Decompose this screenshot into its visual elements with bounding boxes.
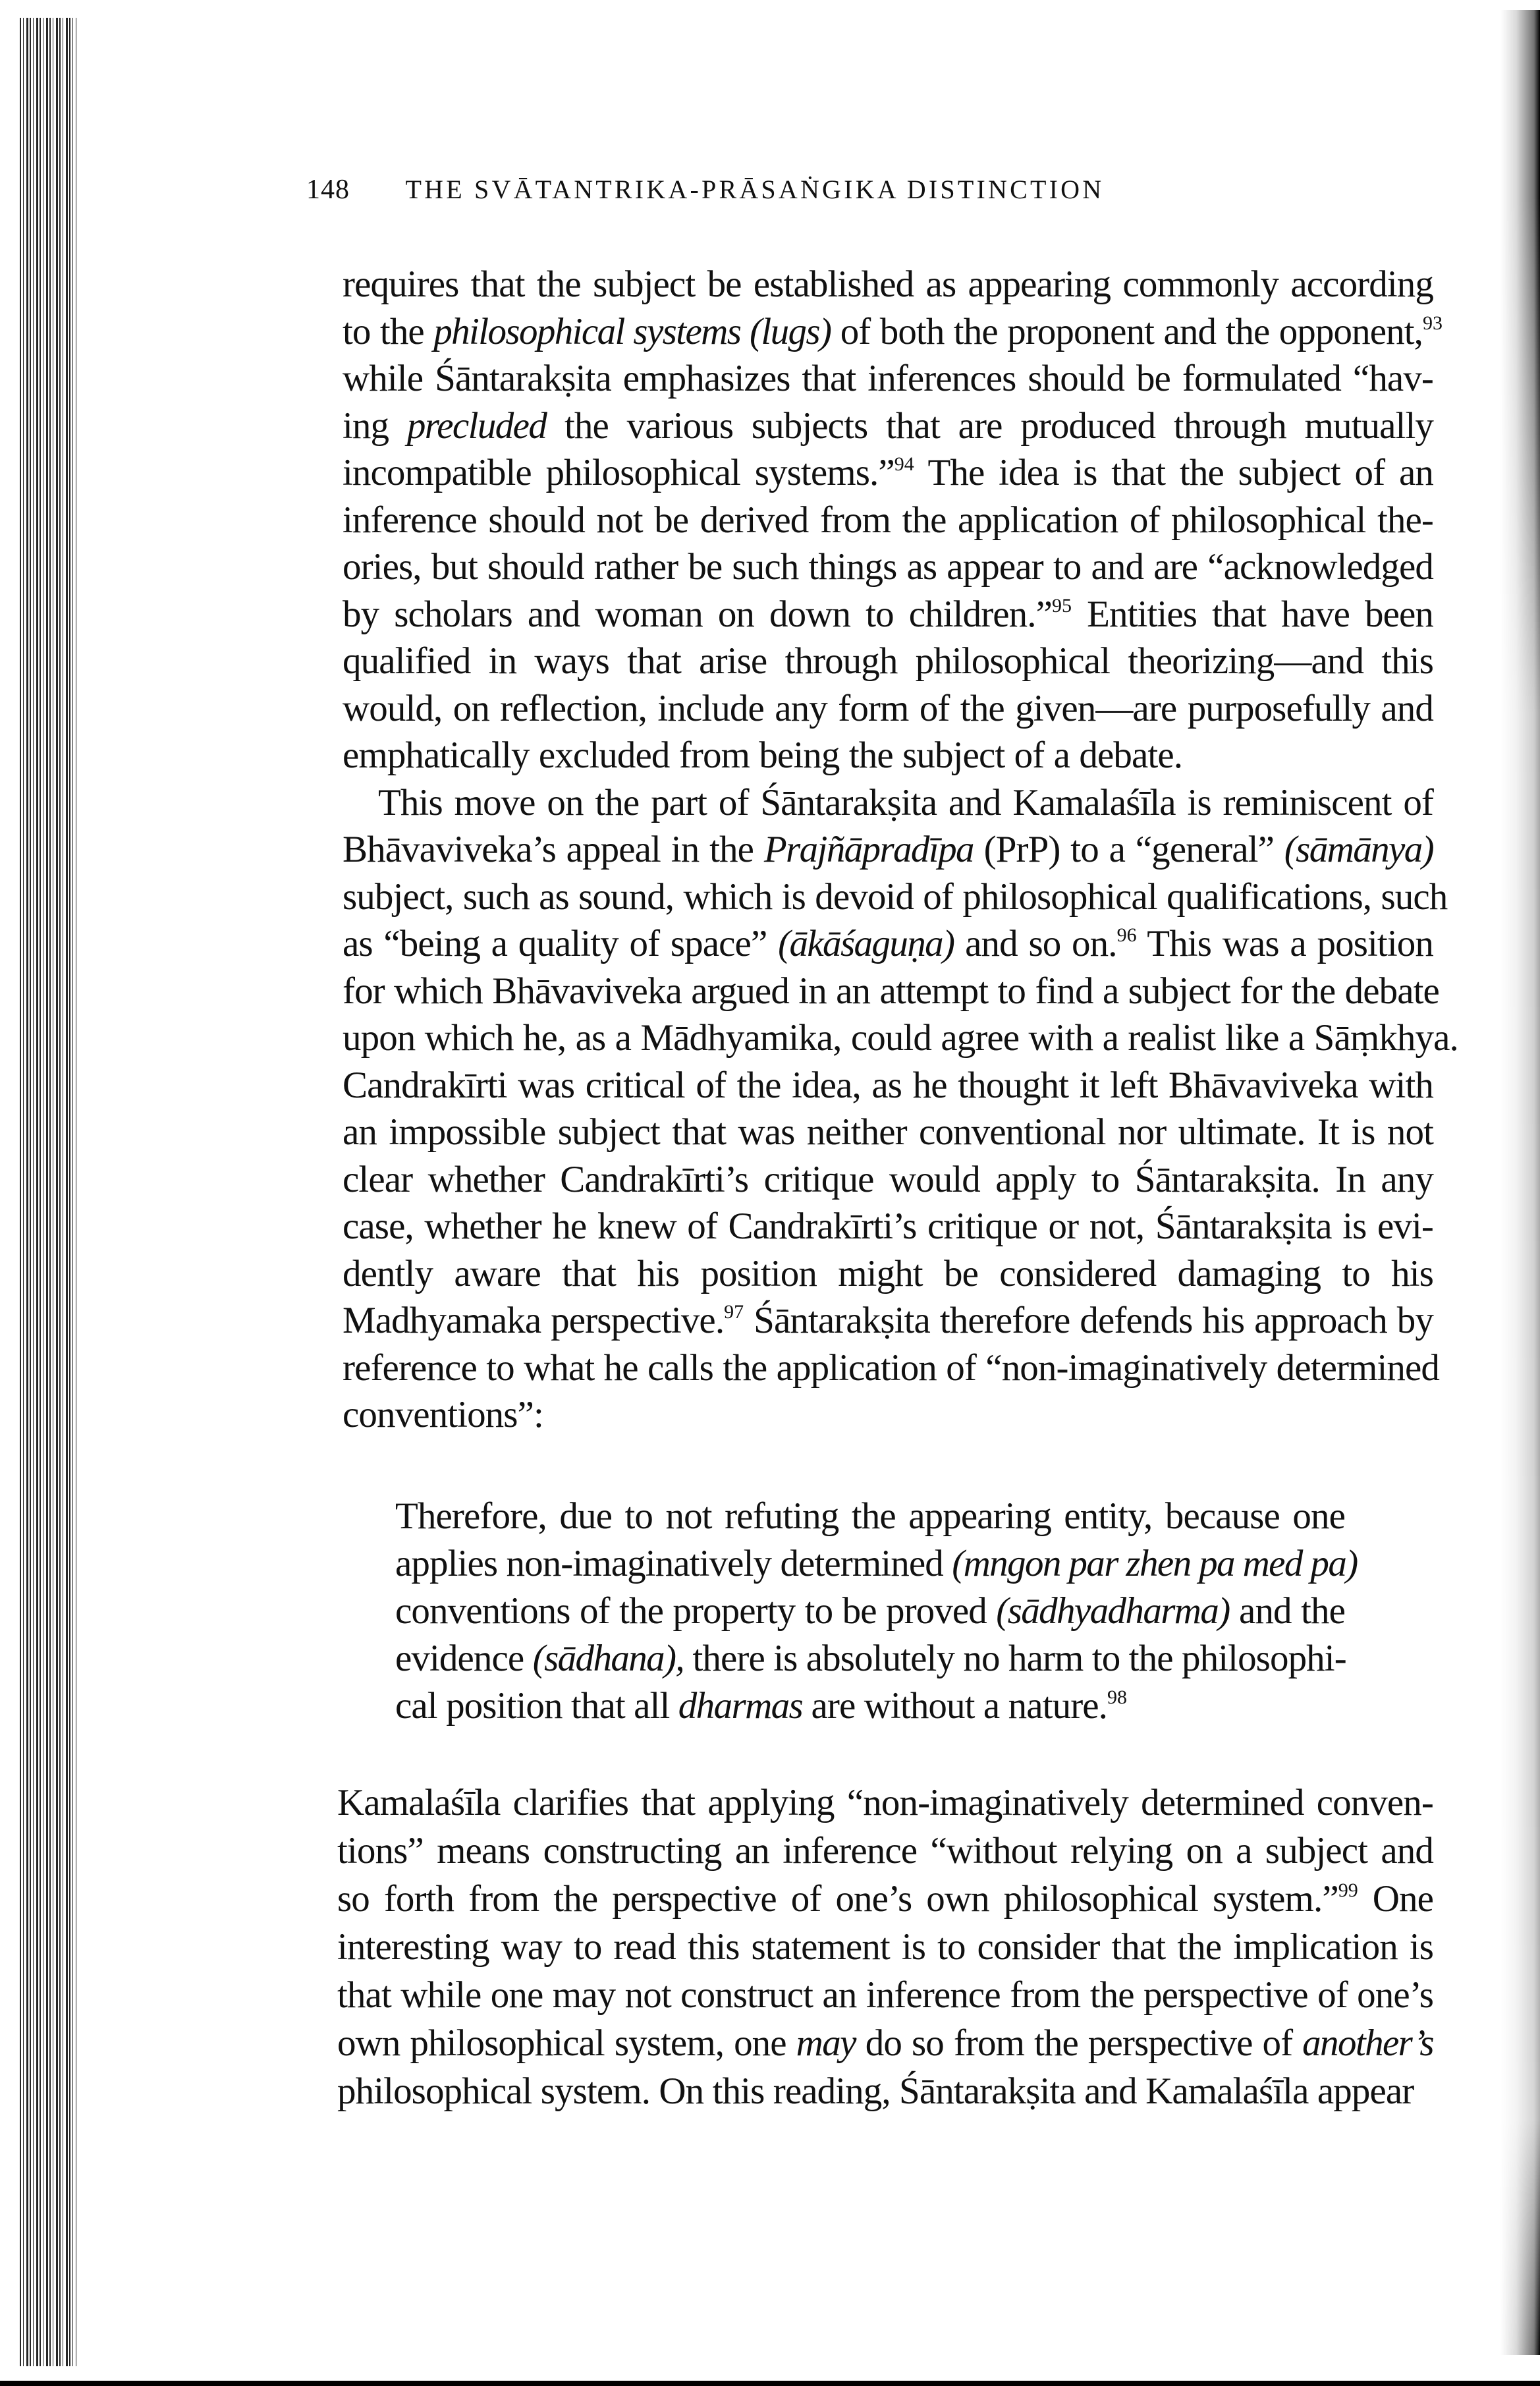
scan-bottom-edge (0, 2381, 1540, 2386)
text-line (343, 449, 1433, 497)
text-run: interesting way to read this statement is to consider that the implication is (337, 1926, 1433, 1968)
paragraph (337, 1779, 1433, 2115)
italic-term: precluded (406, 404, 547, 447)
text-line (343, 591, 1433, 638)
paragraph (343, 779, 1458, 1439)
footnote-ref: 94 (894, 453, 914, 475)
italic-term: (sādhyadharma) (996, 1590, 1230, 1632)
text-line (343, 1391, 1433, 1439)
text-line (395, 1682, 1345, 1730)
text-line (343, 968, 1439, 1015)
running-head (306, 170, 1426, 209)
text-run: an impossible subject that was neither conventional nor ultimate. It is not (343, 1111, 1433, 1153)
text-line (343, 874, 1448, 921)
text-line (343, 1345, 1440, 1392)
text-run: while Śāntarakṣita emphasizes that inferences should be formulated “hav- (343, 358, 1433, 399)
italic-term: (sāmānya) (1284, 829, 1434, 870)
italic-term: may (796, 2022, 856, 2064)
italic-term: (ākāśaguṇa) (778, 923, 954, 964)
scan-edge-shadow (1500, 10, 1540, 2355)
text-line (343, 779, 1433, 827)
text-line (337, 2019, 1433, 2067)
body-text-lower (337, 1779, 1433, 2115)
footnote-ref: 98 (1107, 1686, 1128, 1708)
text-line (343, 1109, 1433, 1156)
text-run: evidence (395, 1638, 533, 1679)
text-line (343, 732, 1433, 779)
text-run: Bhāvaviveka’s appeal in the (343, 829, 764, 870)
text-run: for which Bhāvaviveka argued in an attempt to find a subject for the debate (343, 970, 1439, 1012)
italic-term: dharmas (678, 1685, 803, 1727)
text-run: ing (343, 404, 407, 447)
text-run: case, whether he knew of Candrakīrti’s critique or not, Śāntarakṣita is evi- (343, 1206, 1433, 1247)
text-run: emphatically excluded from being the subject of a debate. (343, 735, 1183, 776)
text-run: are without a nature. (802, 1685, 1108, 1727)
footnote-ref: 95 (1052, 594, 1072, 617)
text-run: requires that the subject be established as appearing commonly according (343, 264, 1433, 305)
text-line (343, 543, 1433, 591)
italic-term: Prajñāpradīpa (763, 829, 974, 870)
text-line (343, 638, 1433, 685)
text-run: The idea is that the subject of an (914, 452, 1434, 493)
text-line (337, 1923, 1433, 1971)
text-run: cal position that all (395, 1685, 678, 1727)
footnote-ref: 96 (1116, 924, 1137, 946)
text-line (343, 1250, 1433, 1298)
footnote-ref: 97 (724, 1301, 744, 1323)
text-run: to the (343, 310, 434, 352)
text-line (395, 1588, 1345, 1635)
text-line (337, 1875, 1433, 1923)
text-line (337, 1827, 1433, 1875)
running-title: THE SVĀTANTRIKA-PRĀSAṄGIKA DISTINCTION (405, 175, 1105, 204)
text-run: do so from the perspective of (855, 2022, 1303, 2064)
text-line (343, 1156, 1433, 1204)
italic-term: (mngon par zhen pa med pa) (952, 1543, 1358, 1584)
text-run: applies non-imaginatively determined (395, 1543, 952, 1584)
text-line (395, 1493, 1345, 1540)
text-run: as “being a quality of space” (343, 923, 779, 964)
text-run: conventions of the property to be proved (395, 1590, 997, 1632)
text-line (343, 355, 1433, 402)
text-run: This move on the part of Śāntarakṣita and Kamalaśīla is reminiscent of (378, 781, 1433, 823)
italic-term: another’s (1302, 2022, 1433, 2064)
text-run: philosophical system. On this reading, Śāntarakṣita and Kamalaśīla appear (337, 2070, 1414, 2112)
text-line (337, 1971, 1433, 2019)
quote-paragraph (395, 1493, 1358, 1730)
text-run: own philosophical system, one (337, 2022, 796, 2064)
text-run: Kamalaśīla clarifies that applying “non-imaginatively determined conven- (337, 1782, 1433, 1823)
text-line (337, 2067, 1433, 2115)
italic-term: philosophical systems (lugs) (433, 310, 831, 352)
text-run: there is absolutely no harm to the philosophi- (684, 1638, 1346, 1679)
text-line (395, 1635, 1345, 1682)
block-quote (395, 1493, 1358, 1730)
text-run: upon which he, as a Mādhyamika, could agree with a realist like a Sāṃkhya. (343, 1017, 1458, 1059)
scan-binding-artifact (20, 18, 76, 2366)
page-number: 148 (306, 175, 350, 205)
text-line (343, 920, 1433, 968)
body-text-upper (343, 261, 1458, 1439)
text-line (343, 261, 1433, 308)
text-line (343, 826, 1433, 874)
text-run: ories, but should rather be such things as appear to and are “acknowledged (343, 546, 1433, 588)
text-run: Candrakīrti was critical of the idea, as he thought it left Bhāvaviveka with (343, 1064, 1433, 1106)
text-line (343, 1062, 1433, 1109)
text-run: subject, such as sound, which is devoid of philosophical qualifications, such (343, 875, 1448, 918)
text-run: and so on. (954, 923, 1117, 964)
paragraph (343, 261, 1443, 779)
text-line (343, 1014, 1458, 1062)
text-run: clear whether Candrakīrti’s critique would apply to Śāntarakṣita. In any (343, 1158, 1433, 1200)
text-line (343, 1203, 1433, 1250)
text-run: incompatible philosophical systems.” (343, 452, 894, 493)
text-run: Therefore, due to not refuting the appearing entity, because one (395, 1495, 1345, 1537)
text-run: dently aware that his position might be considered damaging to his (343, 1252, 1433, 1294)
text-line (337, 1779, 1433, 1827)
text-run: reference to what he calls the application of “non-imaginatively determined (343, 1346, 1440, 1389)
text-run: inference should not be derived from the application of philosophical the- (343, 499, 1433, 541)
text-run: by scholars and woman on down to children.” (343, 593, 1053, 635)
text-line (395, 1540, 1358, 1588)
text-line (343, 1297, 1433, 1345)
text-run: Śāntarakṣita therefore defends his approach by (744, 1300, 1433, 1341)
text-run: that while one may not construct an inference from the perspective of one’s (337, 1974, 1433, 2016)
footnote-ref: 93 (1423, 312, 1443, 334)
text-run: and the (1229, 1590, 1345, 1632)
text-run: conventions”: (343, 1394, 543, 1435)
text-run: Madhyamaka perspective. (343, 1300, 725, 1341)
text-run: Entities that have been (1072, 593, 1434, 635)
text-run: (PrP) to a “general” (973, 829, 1284, 870)
italic-term: (sādhana), (532, 1638, 684, 1679)
text-run: would, on reflection, include any form of the given—are purposefully and (343, 687, 1433, 729)
text-run: the various subjects that are produced through mutually (546, 404, 1433, 447)
text-line (343, 497, 1433, 544)
text-line (343, 308, 1443, 356)
text-line (343, 685, 1433, 733)
text-run: This was a position (1136, 923, 1433, 964)
text-run: of both the proponent and the opponent, (831, 310, 1423, 352)
footnote-ref: 99 (1338, 1879, 1358, 1901)
text-run: One (1358, 1878, 1433, 1920)
text-run: so forth from the perspective of one’s own philosophical system.” (337, 1878, 1338, 1920)
text-run: qualified in ways that arise through philosophical theorizing—and this (343, 640, 1433, 682)
text-run: tions” means constructing an inference “without relying on a subject and (337, 1830, 1433, 1872)
text-line (343, 402, 1433, 450)
